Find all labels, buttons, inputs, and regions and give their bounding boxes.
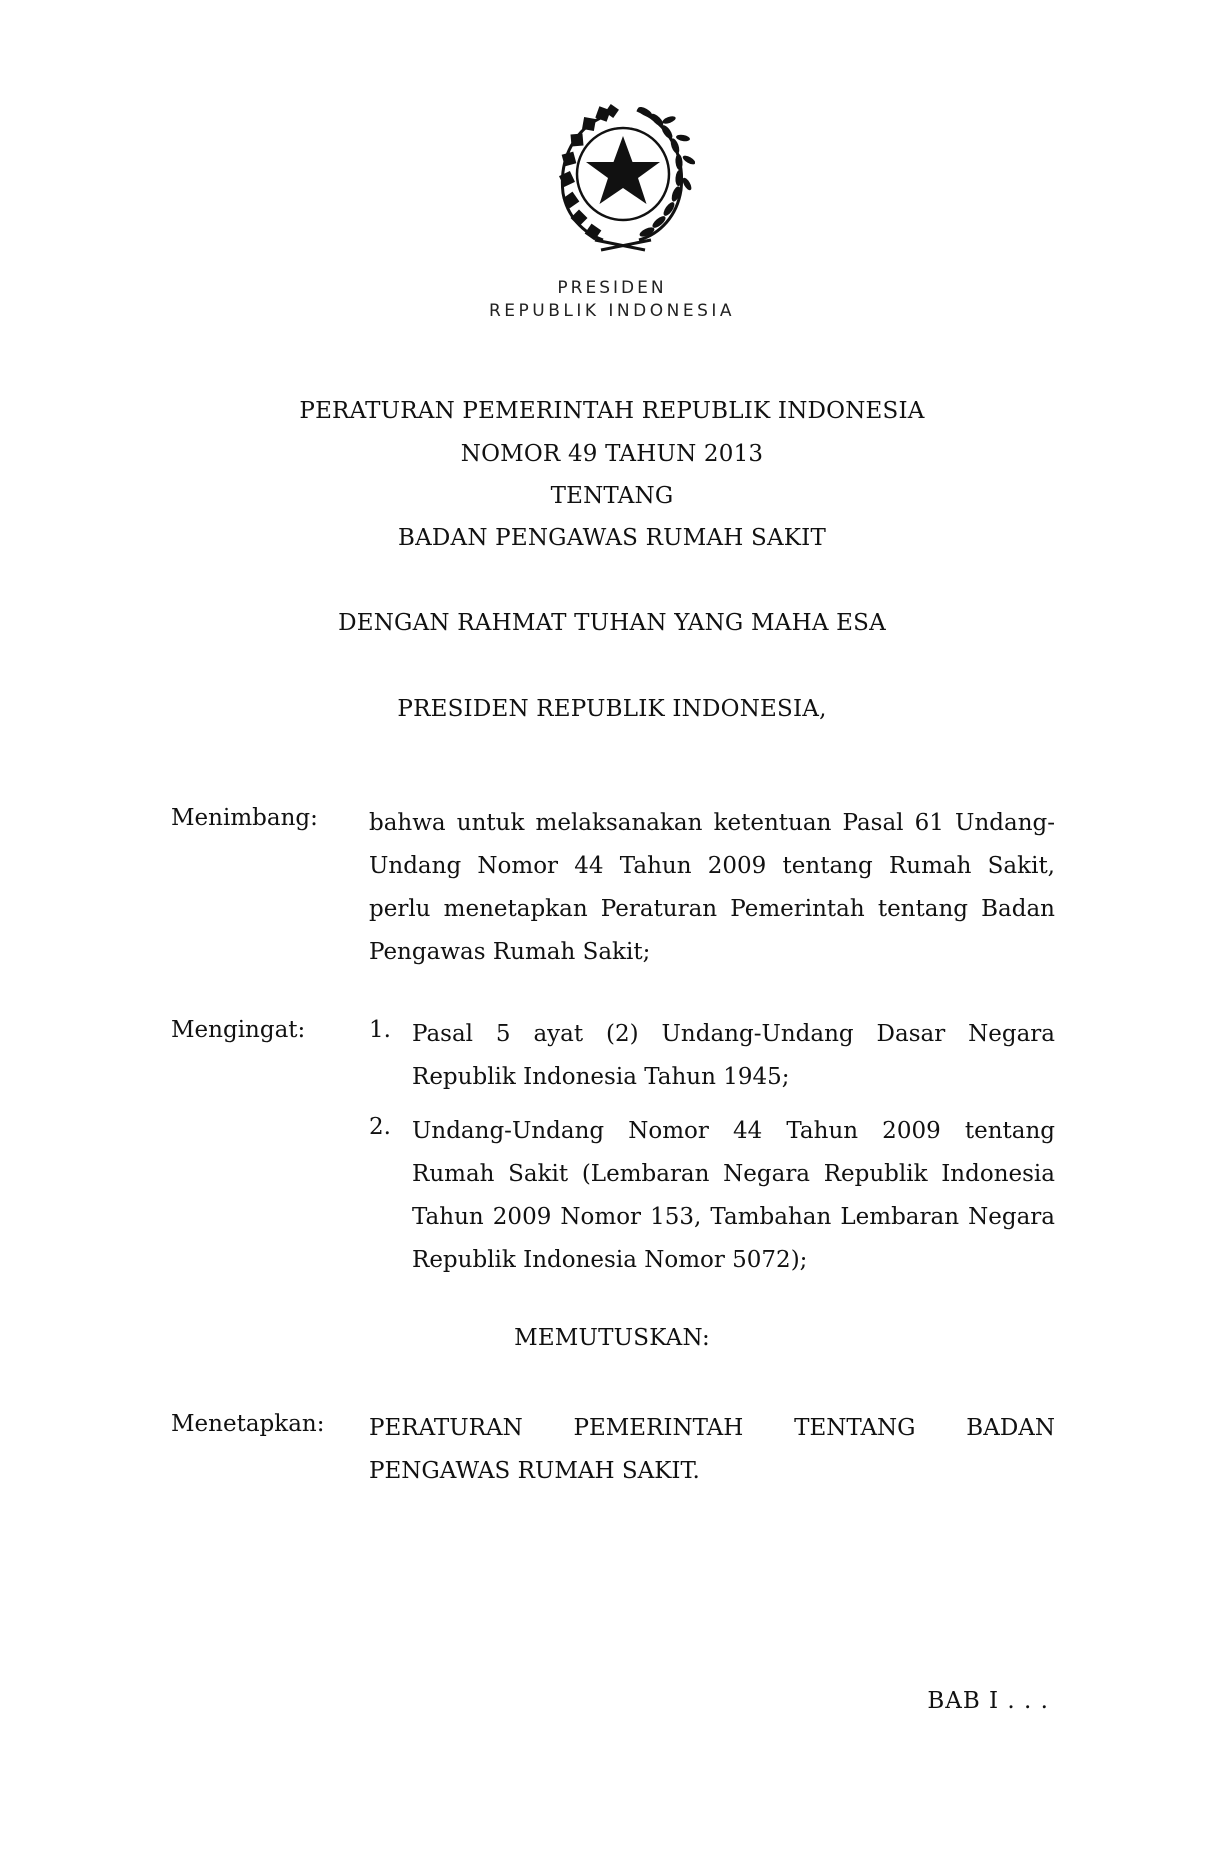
regulation-title: PERATURAN PEMERINTAH REPUBLIK INDONESIA: [299, 398, 925, 424]
mengingat-item-number: 2.: [369, 1114, 391, 1140]
authority: PRESIDEN REPUBLIK INDONESIA,: [397, 696, 827, 722]
mengingat-item-number: 1.: [369, 1017, 391, 1043]
menimbang-label: Menimbang:: [171, 805, 318, 831]
emblem-caption-republik: REPUBLIK INDONESIA: [488, 301, 736, 321]
menimbang-text: bahwa untuk melaksanakan ketentuan Pasal 61 Undang-Undang Nomor 44 Tahun 2009 tentang Rumah Sakit, perlu menetapkan Peraturan Pemerintah tentang Badan Pengawas Rumah Sakit;: [369, 810, 1055, 965]
menetapkan-label: Menetapkan:: [171, 1411, 325, 1437]
regulation-subject: BADAN PENGAWAS RUMAH SAKIT: [397, 525, 827, 551]
menetapkan-text: PERATURAN PEMERINTAH TENTANG BADAN PENGAWAS RUMAH SAKIT.: [369, 1415, 1055, 1484]
garuda-star-wreath-emblem-icon: [545, 98, 695, 253]
mengingat-item-text: Undang-Undang Nomor 44 Tahun 2009 tentang Rumah Sakit (Lembaran Negara Republik Indonesia Tahun 2009 Nomor 153, Tambahan Lembaran Negara Republik Indonesia Nomor 5072);: [412, 1118, 1055, 1273]
mengingat-label: Mengingat:: [171, 1017, 306, 1043]
mengingat-item-text: Pasal 5 ayat (2) Undang-Undang Dasar Negara Republik Indonesia Tahun 1945;: [412, 1021, 1055, 1090]
memutuskan-heading: MEMUTUSKAN:: [514, 1325, 710, 1351]
regulation-number: NOMOR 49 TAHUN 2013: [460, 441, 764, 467]
emblem-caption-presiden: PRESIDEN: [557, 278, 667, 298]
page-continuation: BAB I . . .: [927, 1688, 1049, 1714]
invocation: DENGAN RAHMAT TUHAN YANG MAHA ESA: [338, 610, 886, 636]
regulation-about: TENTANG: [550, 483, 674, 509]
